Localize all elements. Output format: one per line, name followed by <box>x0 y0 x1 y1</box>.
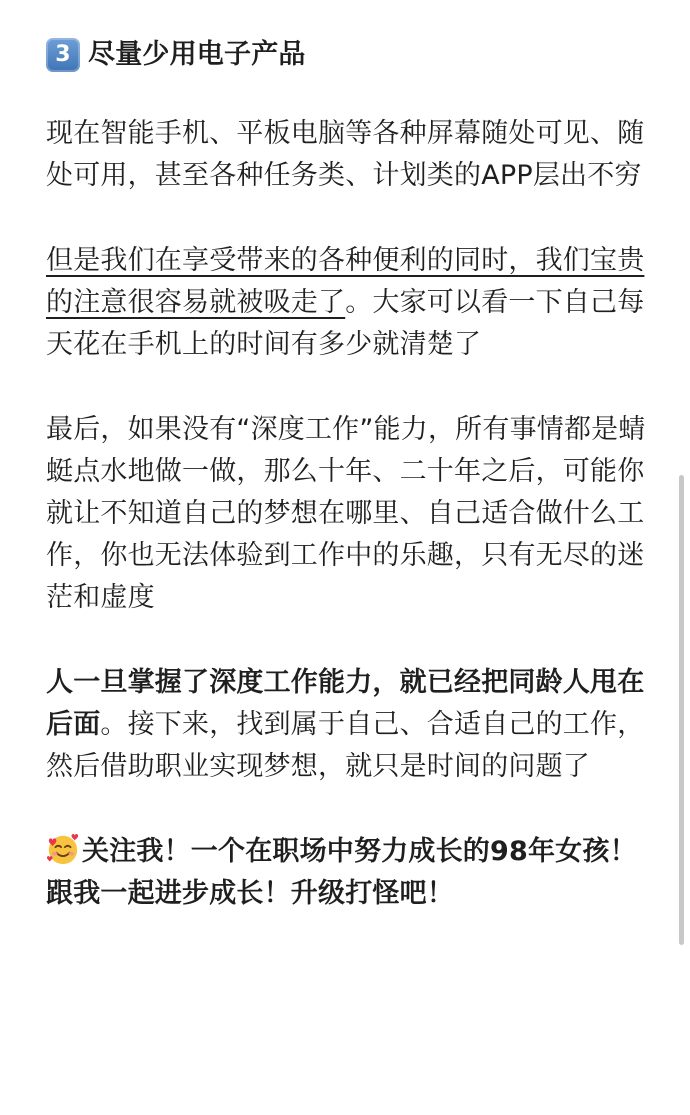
paragraph-2 <box>46 240 646 366</box>
scrollbar[interactable] <box>679 475 684 945</box>
smiling-face-with-hearts-icon <box>46 832 80 866</box>
article-content <box>46 30 646 915</box>
paragraph-1: 现在智能手机、平板电脑等各种屏幕随处可见、随处可用，甚至各种任务类、计划类的APP层出不穷 <box>46 118 645 191</box>
paragraph-5 <box>46 831 646 915</box>
paragraph-4-rest: 。接下来，找到属于自己、合适自己的工作，然后借助职业实现梦想，就只是时间的问题了 <box>46 709 645 782</box>
section-heading <box>46 30 646 80</box>
underlined-text: 但是我们在享受带来的各种便利的同时，我们宝贵的注意很容易就被吸走了 <box>46 245 645 318</box>
closing-text: 关注我！一个在职场中努力成长的98年女孩！跟我一起进步成长！升级打怪吧！ <box>46 836 637 909</box>
paragraph-2-rest: 。大家可以看一下自己每天花在手机上的时间有多少就清楚了 <box>46 287 645 360</box>
keycap-3-icon: 3 <box>46 38 80 72</box>
section-title: 尽量少用电子产品 <box>88 39 306 70</box>
bold-text: 人一旦掌握了深度工作能力，就已经把同龄人甩在后面 <box>46 667 645 740</box>
paragraph-4 <box>46 662 646 788</box>
paragraph-3: 最后，如果没有“深度工作”能力，所有事情都是蜻蜓点水地做一做，那么十年、二十年之后，可能你就让不知道自己的梦想在哪里、自己适合做什么工作，你也无法体验到工作中的乐趣，只有无尽的迷茫和虚度 <box>46 414 646 613</box>
